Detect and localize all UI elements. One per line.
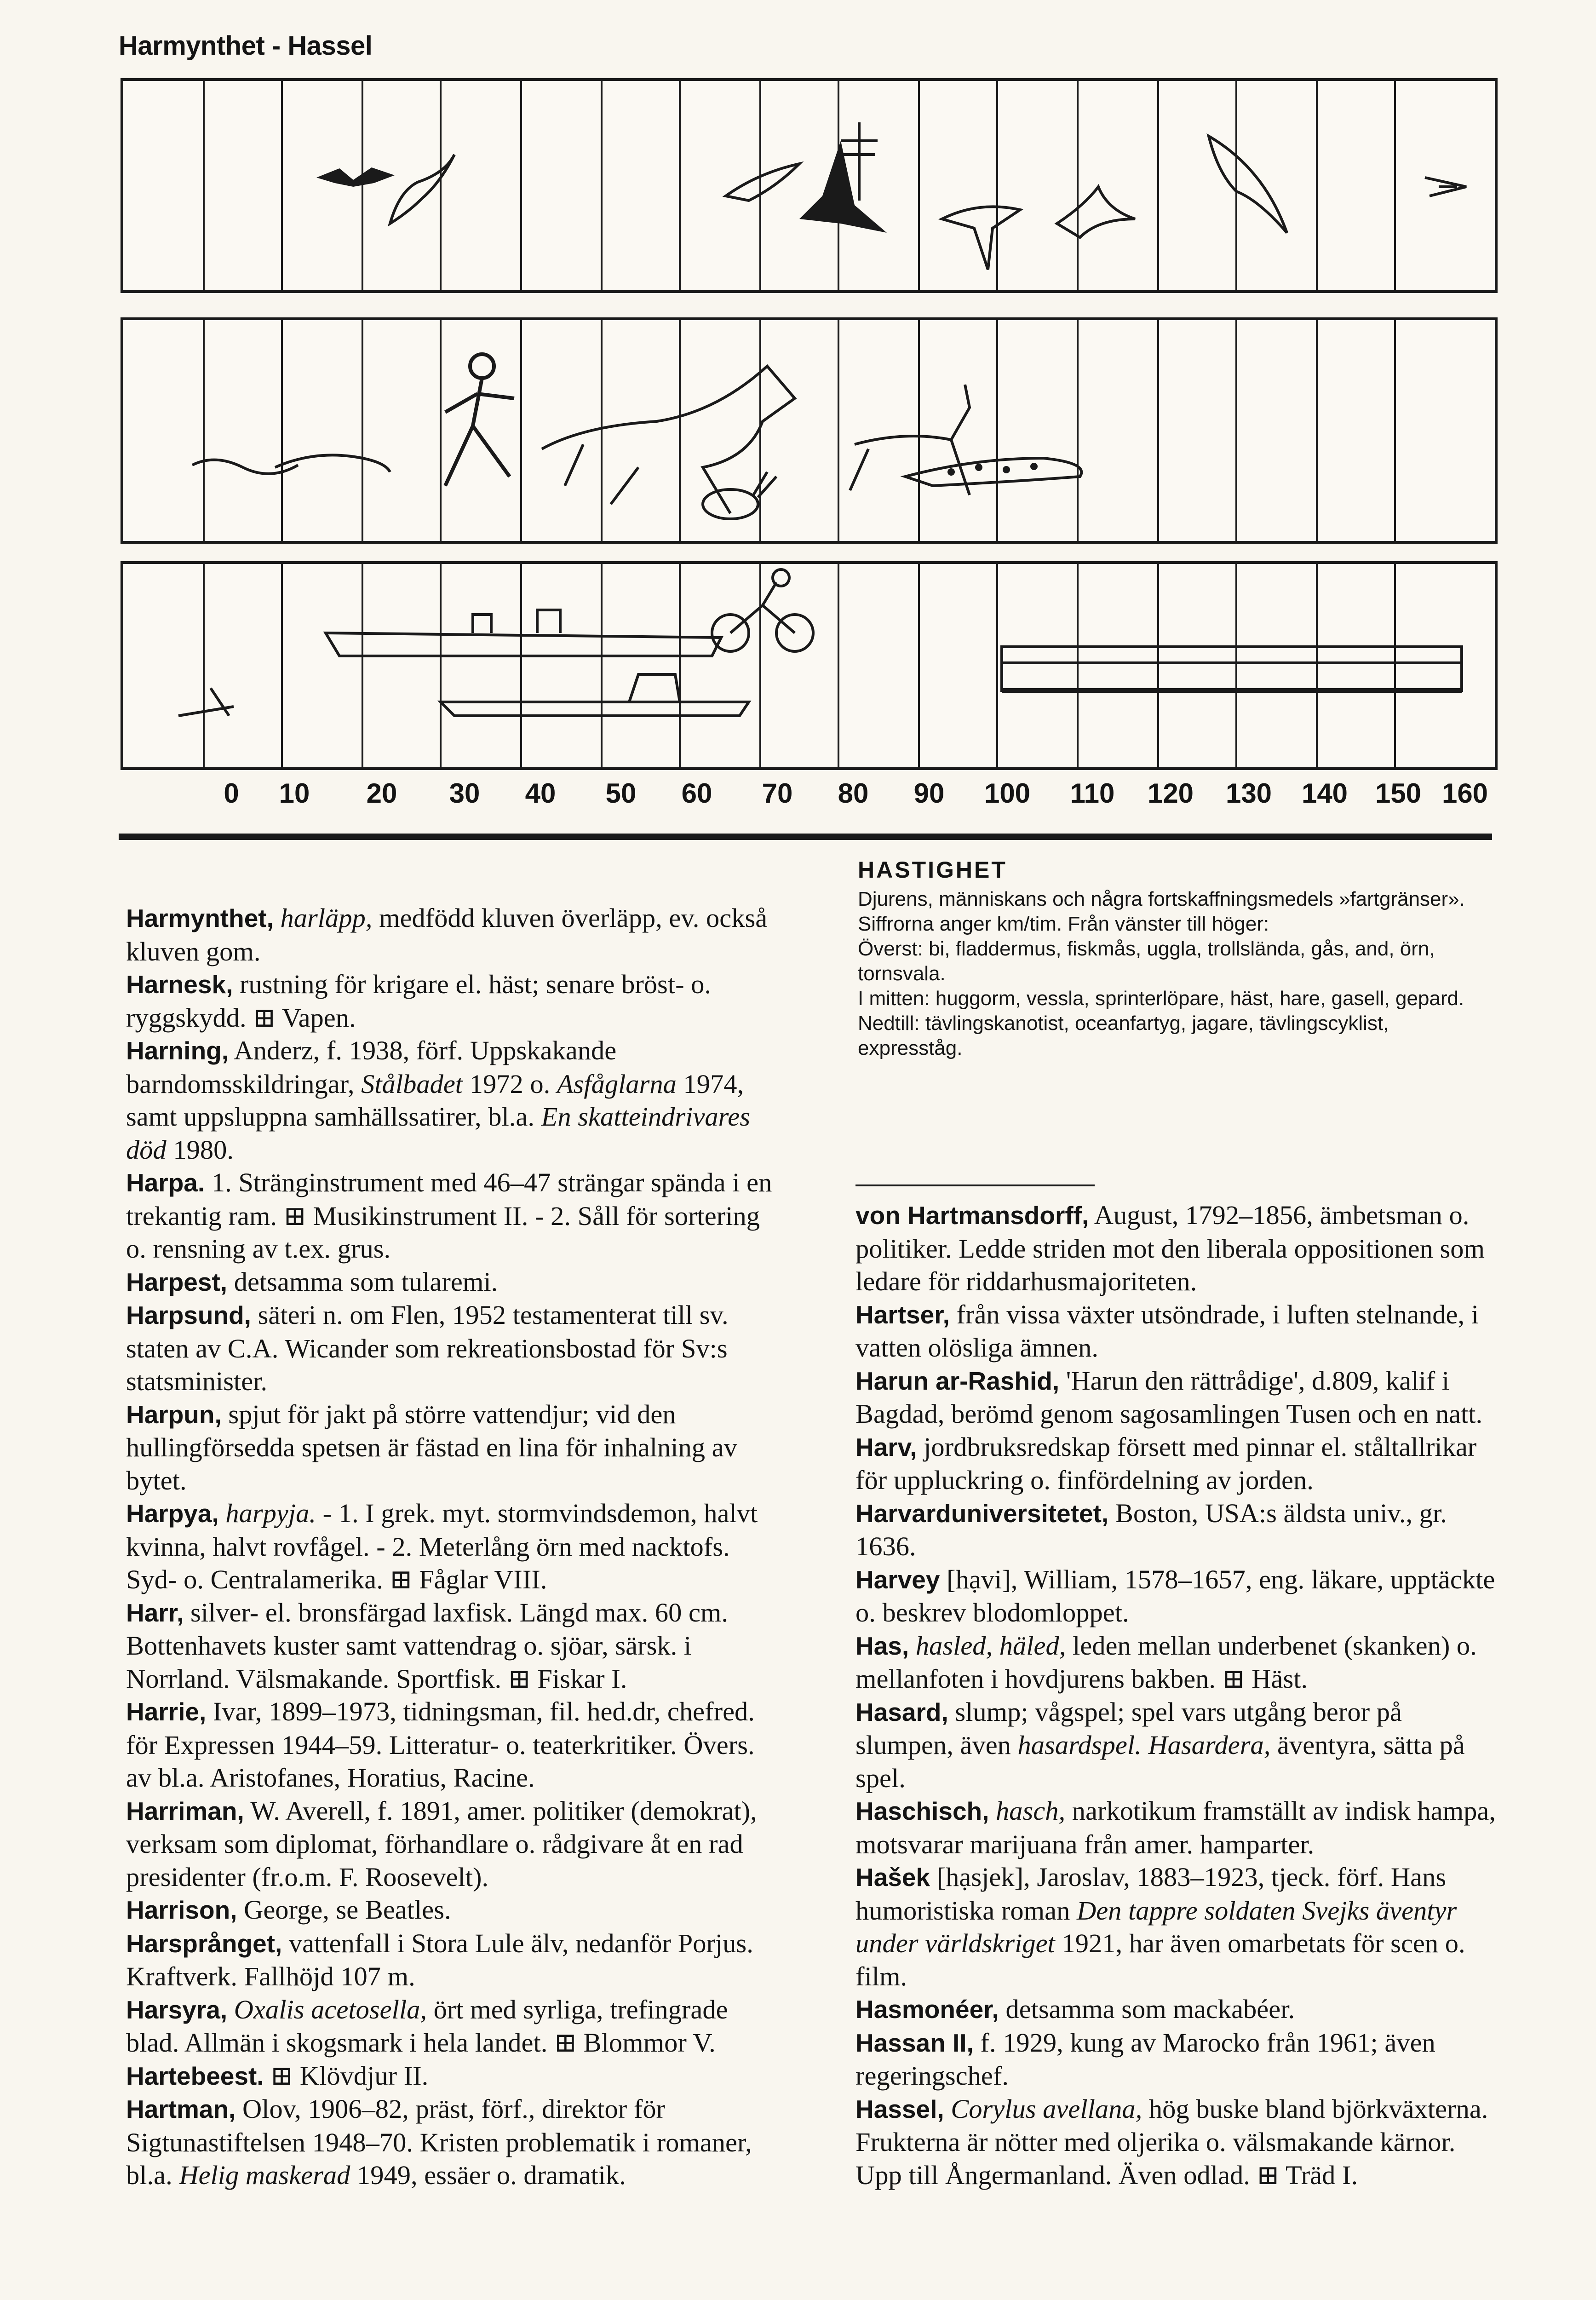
entry-text: Stålbadet <box>361 1069 463 1099</box>
scale-label: 20 <box>366 778 397 809</box>
entry-text: äventyra, sätta på spel. <box>855 1730 1465 1793</box>
hare-icon <box>703 472 776 519</box>
entries-column-left <box>126 902 784 2192</box>
entry-text: ört med syrliga, trefingrade blad. Allmän i skogsmark i hela landet. ⊞ Blommor V. <box>126 1994 728 2058</box>
scale-label: 80 <box>838 778 869 809</box>
eagle-icon <box>942 207 1020 270</box>
scale-label: 110 <box>1070 778 1115 809</box>
bottom-row-drawing <box>123 564 1495 767</box>
entry-text: 1949, essäer o. dramatik. <box>350 2160 626 2190</box>
cheetah-icon <box>905 458 1081 486</box>
section-rule <box>119 834 1492 840</box>
encyclopedia-entry <box>126 2059 784 2093</box>
scale-label: 0 <box>224 778 239 809</box>
entry-headword: Harpsund, <box>126 1301 251 1329</box>
encyclopedia-entry <box>126 1794 784 1894</box>
entry-text: hasardspel. Hasardera, <box>1017 1730 1271 1760</box>
encyclopedia-entry <box>855 1563 1497 1629</box>
encyclopedia-entry <box>126 1993 784 2059</box>
scale-label: 120 <box>1147 778 1194 809</box>
entry-headword: Harrie, <box>126 1697 207 1726</box>
entry-text: detsamma som tularemi. <box>234 1266 498 1297</box>
hunter-boat-icon <box>441 674 749 716</box>
encyclopedia-entry <box>126 1893 784 1927</box>
entry-headword: Harr, <box>126 1598 184 1627</box>
entry-text: 1. Stränginstrument med 46–47 strängar spända i en trekantig ram. ⊞ Musikinstrument II. - 2. Såll för sortering o. rensning av t.ex. grus. <box>126 1167 772 1264</box>
caption-line: Djurens, människans och några fortskaffningsmedels »fartgränser». Siffrorna anger km/tim. Från vänster till höger: <box>858 888 1465 935</box>
scale-label: 30 <box>449 778 480 809</box>
entry-headword: Harun ar-Rashid, <box>855 1366 1060 1395</box>
encyclopedia-entry <box>126 902 784 968</box>
entry-text: rustning för krigare el. häst; senare bröst- o. ryggskydd. ⊞ Vapen. <box>126 969 712 1033</box>
entry-headword: Has, <box>855 1631 909 1660</box>
speed-chart-top-row <box>121 78 1498 293</box>
encyclopedia-entry <box>126 1398 784 1497</box>
entry-text: säteri n. om Flen, 1952 testamenterat till sv. staten av C.A. Wicander som rekreationsbostad för Sv:s statsminister. <box>126 1300 729 1396</box>
entry-headword: Hartser, <box>855 1300 950 1329</box>
ocean-liner-icon <box>326 610 721 656</box>
entry-text: harpyja. <box>225 1498 316 1528</box>
entry-text: Corylus avellana, <box>951 2093 1142 2124</box>
scale-label: 70 <box>762 778 793 809</box>
encyclopedia-entry <box>126 968 784 1034</box>
entry-text: 1974, samt uppsluppna samhällssatirer, bl.a. <box>126 1069 744 1132</box>
cyclist-icon <box>712 569 813 651</box>
entry-headword: Hassel, <box>855 2094 944 2123</box>
entry-headword: Hašek <box>855 1863 930 1892</box>
encyclopedia-entry <box>855 1696 1497 1795</box>
entry-headword: Harpya, <box>126 1499 219 1528</box>
sprinter-icon <box>445 354 514 486</box>
caption-line: Överst: bi, fladdermus, fiskmås, uggla, trollslända, gås, and, örn, tornsvala. <box>858 937 1435 985</box>
scale-label: 150 <box>1375 778 1422 809</box>
entry-text: ⊞ Klövdjur II. <box>270 2060 429 2091</box>
entry-headword: Harning, <box>126 1036 229 1065</box>
caption-separator <box>855 1184 1095 1186</box>
caption-title: HASTIGHET <box>858 857 1007 883</box>
entry-headword: Harsyra, <box>126 1995 228 2024</box>
entry-headword: Harrison, <box>126 1896 237 1924</box>
scale-label: 100 <box>984 778 1031 809</box>
illustration-caption <box>858 857 1495 1061</box>
speed-scale <box>0 777 1596 814</box>
encyclopedia-entry <box>126 1497 784 1596</box>
encyclopedia-entry <box>126 1695 784 1794</box>
encyclopedia-entry <box>855 1431 1497 1497</box>
seagull-icon <box>390 155 454 224</box>
scale-label: 140 <box>1301 778 1348 809</box>
entry-headword: Harpun, <box>126 1400 222 1429</box>
entry-text: leden mellan underbenet (skanken) o. mellanfoten i hovdjurens bakben. ⊞ Häst. <box>855 1630 1477 1694</box>
entry-headword: Hartman, <box>126 2095 236 2123</box>
tern-icon <box>1057 187 1135 237</box>
entry-text: hög buske bland björkväxterna. Frukterna är nötter med oljerika o. välsmakande kärnor. Upp till Ångermanland. Även odlad. ⊞ Träd I. <box>855 2093 1488 2190</box>
encyclopedia-entry <box>855 1364 1497 1431</box>
caption-text <box>858 887 1495 1061</box>
entry-headword: Harvey <box>855 1565 940 1594</box>
entry-text: från vissa växter utsöndrade, i luften stelnande, i vatten olösliga ämnen. <box>855 1299 1479 1363</box>
encyclopedia-entry <box>126 1596 784 1696</box>
encyclopedia-entry <box>855 1629 1497 1696</box>
entry-text: slump; vågspel; spel vars utgång beror på slumpen, även <box>855 1696 1402 1760</box>
entry-text: [hạsjek], Jaroslav, 1883–1923, tjeck. förf. Hans humoristiska roman <box>855 1862 1447 1926</box>
bat-icon <box>316 167 395 187</box>
entry-text: Den tappre soldaten Svejks äventyr under världskriget <box>855 1895 1457 1958</box>
entry-headword: Harriman, <box>126 1796 244 1825</box>
entry-text: En skatteindrivares död <box>126 1102 750 1165</box>
entry-text: silver- el. bronsfärgad laxfisk. Längd max. 60 cm. Bottenhavets kuster samt vattendrag o. sjöar, särsk. i Norrland. Välsmakande. Sportfisk. ⊞ Fiskar I. <box>126 1597 729 1694</box>
entry-text: Asfåglarna <box>557 1069 677 1099</box>
entries-column-right <box>855 1199 1497 2191</box>
entry-text: medfödd kluven överläpp, ev. också kluven gom. <box>126 903 768 966</box>
encyclopedia-entry <box>855 1794 1497 1861</box>
entry-headword: Harvarduniversitetet, <box>855 1499 1109 1528</box>
entry-headword: Harsprånget, <box>126 1929 282 1958</box>
entry-text: detsamma som mackabéer. <box>1005 1994 1295 2024</box>
scale-label: 90 <box>913 778 945 809</box>
encyclopedia-entry <box>855 1497 1497 1563</box>
encyclopedia-entry <box>126 1166 784 1265</box>
entry-headword: Hasmonéer, <box>855 1995 999 2024</box>
entry-text: harläpp, <box>280 903 373 933</box>
encyclopedia-entry <box>126 2093 784 2192</box>
encyclopedia-entry <box>855 1298 1497 1364</box>
top-row-drawing <box>123 81 1495 290</box>
canoeist-icon <box>178 688 234 716</box>
scale-label: 60 <box>681 778 712 809</box>
entry-headword: Harnesk, <box>126 970 233 999</box>
entry-text: hasch, <box>996 1796 1066 1826</box>
entry-headword: Harv, <box>855 1432 917 1461</box>
entry-text: August, 1792–1856, ämbetsman o. politiker. Ledde striden mot den liberala oppositionen som ledare för riddarhusmajoriteten. <box>855 1200 1485 1296</box>
encyclopedia-entry <box>126 1927 784 1993</box>
encyclopedia-entry <box>855 1199 1497 1298</box>
encyclopedia-entry <box>126 1299 784 1398</box>
entry-text: 1921, har även omarbetats för scen o. film. <box>855 1928 1465 1991</box>
entry-text: narkotikum framställt av indisk hampa, motsvarar marijuana från amer. hamparter. <box>855 1796 1496 1859</box>
entry-text: jordbruksredskap försett med pinnar el. ståltallrikar för uppluckring o. finfördelning av jorden. <box>855 1432 1477 1495</box>
entry-text: vattenfall i Stora Lule älv, nedanför Porjus. Kraftverk. Fallhöjd 107 m. <box>126 1928 753 1991</box>
entry-text: [hạvi], William, 1578–1657, eng. läkare, upptäckte o. beskrev blodomloppet. <box>855 1564 1495 1627</box>
encyclopedia-entry <box>126 1265 784 1299</box>
encyclopedia-entry <box>126 1034 784 1166</box>
entry-text: Boston, USA:s äldsta univ., gr. 1636. <box>855 1498 1447 1561</box>
speed-chart-bottom-row <box>121 561 1498 770</box>
entry-headword: Hassan II, <box>855 2028 974 2057</box>
running-head: Harmynthet - Hassel <box>119 31 373 61</box>
encyclopedia-entry <box>855 1993 1497 2026</box>
entry-text: Olov, 1906–82, präst, förf., direktor för Sigtunastiftelsen 1948–70. Kristen problematik i romaner, bl.a. <box>126 2094 752 2190</box>
goose-icon <box>726 164 799 201</box>
entry-text: W. Averell, f. 1891, amer. politiker (demokrat), verksam som diplomat, förhandlare o. rådgivare åt en rad presidenter (fr.o.m. F. Roosevelt). <box>126 1795 757 1892</box>
swift-icon <box>1209 136 1466 233</box>
entry-headword: Harmynthet, <box>126 904 274 932</box>
entry-headword: Hasard, <box>855 1697 948 1726</box>
entry-headword: Haschisch, <box>855 1797 989 1825</box>
entry-text: spjut för jakt på större vattendjur; vid den hullingförsedda spetsen är fästad en lina för inhalning av bytet. <box>126 1399 737 1495</box>
scale-label: 130 <box>1225 778 1272 809</box>
scale-label: 160 <box>1441 778 1488 809</box>
scale-label: 10 <box>279 778 310 809</box>
entry-text: George, se Beatles. <box>244 1895 451 1925</box>
middle-row-drawing <box>123 320 1495 541</box>
caption-line: I mitten: huggorm, vessla, sprinterlöpare, häst, hare, gasell, gepard. <box>858 987 1464 1010</box>
scale-label: 50 <box>605 778 637 809</box>
encyclopedia-entry <box>855 2093 1497 2192</box>
entry-text: 1980. <box>166 1134 234 1165</box>
entry-text: 1972 o. <box>463 1069 557 1099</box>
entry-text: - 1. I grek. myt. stormvindsdemon, halvt kvinna, halvt rovfågel. - 2. Meterlång örn med nacktofs. Syd- o. Centralamerika. ⊞ Fåglar VIII. <box>126 1498 758 1594</box>
entry-headword: von Hartmansdorff, <box>855 1201 1089 1230</box>
speed-chart-middle-row <box>121 317 1498 544</box>
entry-headword: Harpa. <box>126 1168 205 1197</box>
entry-text: Ivar, 1899–1973, tidningsman, fil. hed.dr, chefred. för Expressen 1944–59. Litteratur- o. teaterkritiker. Övers. av bl.a. Aristofanes, Horatius, Racine. <box>126 1696 755 1793</box>
entry-text: Helig maskerad <box>179 2160 350 2190</box>
entry-text: Oxalis acetosella, <box>234 1994 427 2024</box>
entry-text: hasled, häled, <box>915 1630 1066 1661</box>
caption-line: Nedtill: tävlingskanotist, oceanfartyg, jagare, tävlingscyklist, expresståg. <box>858 1012 1389 1059</box>
entry-text: 'Harun den rättrådige', d.809, kalif i Bagdad, berömd genom sagosamlingen Tusen och en natt. <box>855 1365 1483 1429</box>
entry-headword: Harpest, <box>126 1267 228 1296</box>
entry-text: Anderz, f. 1938, förf. Uppskakande barndomsskildringar, <box>126 1035 617 1099</box>
encyclopedia-entry <box>855 2026 1497 2093</box>
entry-text: f. 1929, kung av Marocko från 1961; även regeringschef. <box>855 2027 1435 2091</box>
entry-headword: Hartebeest. <box>126 2061 264 2090</box>
train-icon <box>1002 647 1462 690</box>
scale-label: 40 <box>525 778 556 809</box>
encyclopedia-entry <box>855 1861 1497 1993</box>
